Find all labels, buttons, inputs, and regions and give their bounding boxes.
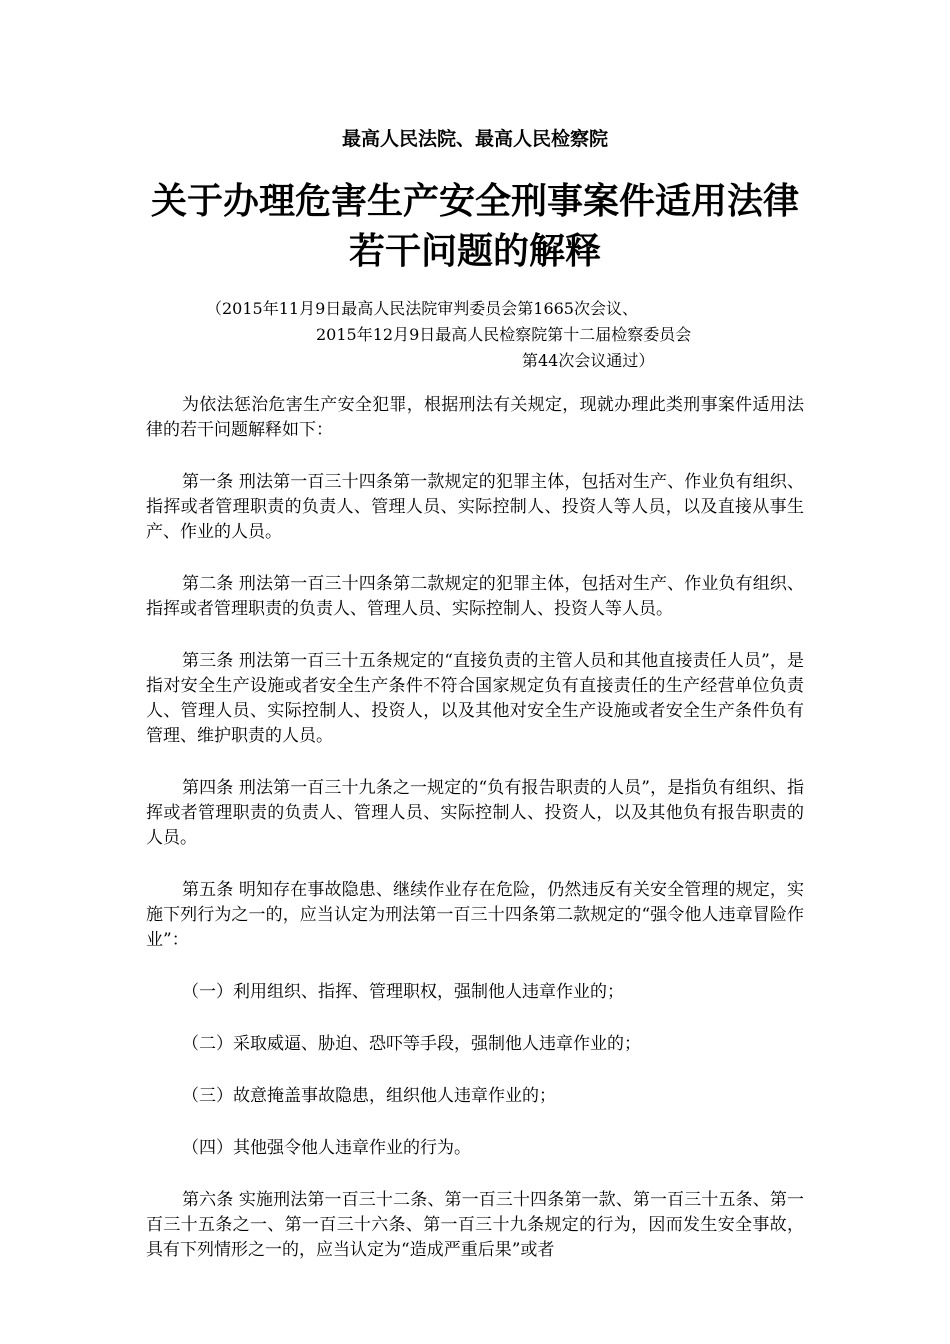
- document-body: [146, 393, 804, 1290]
- article-4: 第四条 刑法第一百三十九条之一规定的“负有报告职责的人员”，是指负有组织、指挥或者管理职责的负责人、管理人员、实际控制人、投资人，以及其他负有报告职责的人员。: [146, 778, 804, 848]
- article-1: 第一条 刑法第一百三十四条第一款规定的犯罪主体，包括对生产、作业负有组织、指挥或者管理职责的负责人、管理人员、实际控制人、投资人等人员，以及直接从事生产、作业的人员。: [146, 472, 804, 542]
- article-6: 第六条 实施刑法第一百三十二条、第一百三十四条第一款、第一百三十五条、第一百三十五条之一、第一百三十六条、第一百三十九条规定的行为，因而发生安全事故，具有下列情形之一的，应当认定为“造成严重后果”或者: [146, 1190, 804, 1260]
- article-3: 第三条 刑法第一百三十五条规定的“直接负责的主管人员和其他直接责任人员”，是指对安全生产设施或者安全生产条件不符合国家规定负有直接责任的生产经营单位负责人、管理人员、实际控制人、投资人，以及其他对安全生产设施或者安全生产条件负有管理、维护职责的人员。: [146, 651, 804, 746]
- adoption-line-2: 2015年12月9日最高人民检察院第十二届检察委员会: [316, 325, 692, 344]
- adoption-line-1: （2015年11月9日最高人民法院审判委员会第1665次会议、: [206, 299, 638, 318]
- article-2: 第二条 刑法第一百三十四条第二款规定的犯罪主体，包括对生产、作业负有组织、指挥或者管理职责的负责人、管理人员、实际控制人、投资人等人员。: [146, 574, 804, 619]
- article-5: 第五条 明知存在事故隐患、继续作业存在危险，仍然违反有关安全管理的规定，实施下列行为之一的，应当认定为刑法第一百三十四条第二款规定的“强令他人违章冒险作业”：: [146, 880, 804, 950]
- article-5-item-2: （二）采取威逼、胁迫、恐吓等手段，强制他人违章作业的；: [182, 1034, 641, 1054]
- adoption-line-3: 第44次会议通过）: [522, 351, 655, 370]
- article-5-item-1: （一）利用组织、指挥、管理职权，强制他人违章作业的；: [182, 982, 624, 1002]
- article-5-item-4: （四）其他强令他人违章作业的行为。: [182, 1138, 471, 1158]
- article-5-item-3: （三）故意掩盖事故隐患，组织他人违章作业的；: [182, 1086, 556, 1106]
- document-title: 关于办理危害生产安全刑事案件适用法律若干问题的解释: [150, 180, 799, 272]
- preamble-paragraph: 为依法惩治危害生产安全犯罪，根据刑法有关规定，现就办理此类刑事案件适用法律的若干问题解释如下：: [146, 395, 804, 440]
- issuer-heading: 最高人民法院、最高人民检察院: [341, 128, 608, 150]
